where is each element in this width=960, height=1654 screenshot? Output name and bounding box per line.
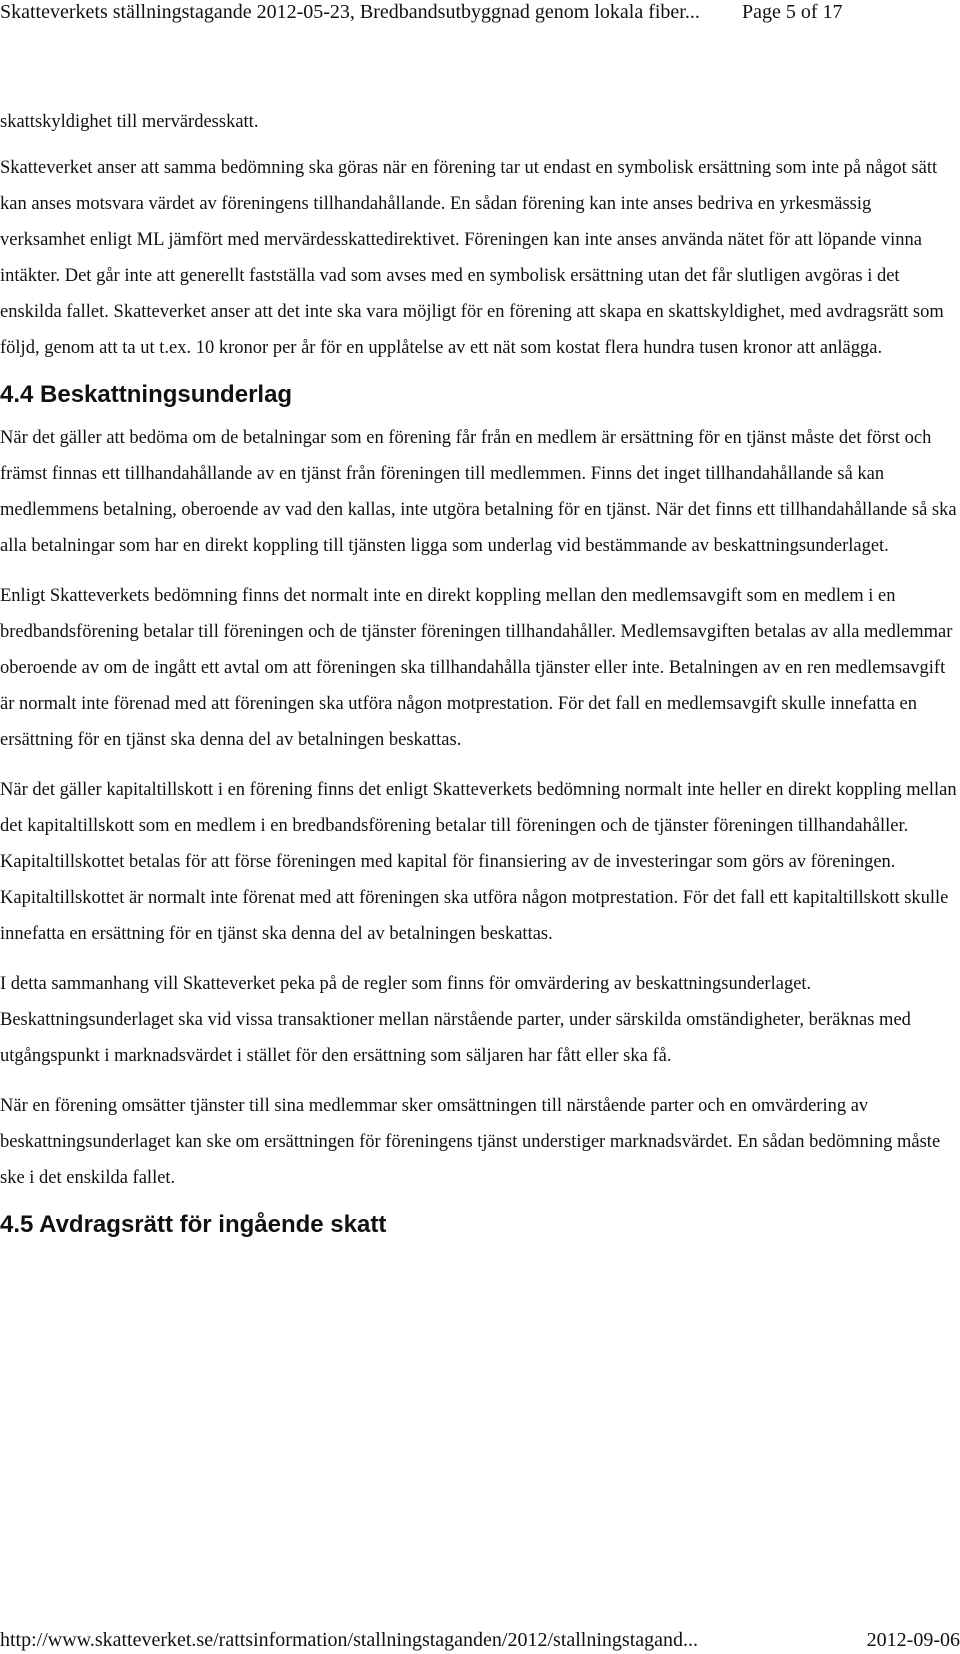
section-heading-4-5: 4.5 Avdragsrätt för ingående skatt [0, 1211, 387, 1238]
source-url: http://www.skatteverket.se/rattsinformation/stallningstaganden/2012/stallningstagand... [0, 1629, 699, 1651]
paragraph: Enligt Skatteverkets bedömning finns det normalt inte en direkt koppling mellan den medlemsavgift som en medlem i en bredbandsförening betalar till föreningen och de tjänster föreningen tillhandahåller. Medlemsavgiften betalas av alla medlemmar oberoende av om de ingått ett avtal om att föreningen ska tillhandahålla tjänster eller inte. Betalningen av en ren medlemsavgift är normalt inte förenad med att föreningen ska utföra någon motprestation. För det fall en medlemsavgift skulle innefatta en ersättning för en tjänst ska denna del av betalningen beskattas. [0, 586, 953, 750]
paragraph: När en förening omsätter tjänster till sina medlemmar sker omsättningen till närstående parter och en omvärdering av beskattningsunderlaget kan ske om ersättningen för föreningens tjänst understiger marknadsvärdet. En sådan bedömning måste ske i det enskilda fallet. [0, 1096, 941, 1188]
paragraph: I detta sammanhang vill Skatteverket peka på de regler som finns för omvärdering av beskattningsunderlaget. Beskattningsunderlaget ska vid vissa transaktioner mellan närstående parter, under särskilda omständigheter, beräknas med utgångspunkt i marknadsvärdet i stället för den ersättning som säljaren har fått eller ska få. [0, 974, 911, 1066]
page-footer [0, 1628, 960, 1654]
page-number: Page 5 of 17 [742, 1, 843, 23]
paragraph: Skatteverket anser att samma bedömning ska göras när en förening tar ut endast en symbolisk ersättning som inte på något sätt kan anses motsvara värdet av föreningens tillhandahållande. En sådan förening kan inte anses bedriva en yrkesmässig verksamhet enligt ML jämfört med mervärdesskattedirektivet. Föreningen kan inte anses använda nätet för att löpande vinna intäkter. Det går inte att generellt fastställa vad som avses med en symbolisk ersättning utan det får slutligen avgöras i det enskilda fallet. Skatteverket anser att det inte ska vara möjligt för en förening att skapa en skattskyldighet, med avdragsrätt som följd, genom att ta ut t.ex. 10 kronor per år för en upplåtelse av ett nät som kostat flera hundra tusen kronor att anlägga. [0, 158, 944, 358]
paragraph: skattskyldighet till mervärdesskatt. [0, 112, 259, 132]
section-heading-4-4: 4.4 Beskattningsunderlag [0, 381, 293, 408]
document-body [0, 104, 960, 1240]
print-date: 2012-09-06 [866, 1629, 960, 1651]
paragraph: När det gäller kapitaltillskott i en förening finns det enligt Skatteverkets bedömning normalt inte heller en direkt koppling mellan det kapitaltillskott som en medlem i en bredbandsförening betalar till föreningen och de tjänster föreningen tillhandahåller. Kapitaltillskottet betalas för att förse föreningen med kapital för finansiering av de investeringar som görs av föreningen. Kapitaltillskottet är normalt inte förenat med att föreningen ska utföra någon motprestation. För det fall ett kapitaltillskott skulle innefatta en ersättning för en tjänst ska denna del av betalningen beskattas. [0, 780, 957, 944]
paragraph: När det gäller att bedöma om de betalningar som en förening får från en medlem är ersättning för en tjänst måste det först och främst finnas ett tillhandahållande av en tjänst från föreningen till medlemmen. Finns det inget tillhandahållande så kan medlemmens betalning, oberoende av vad den kallas, inte utgöra betalning för en tjänst. När det finns ett tillhandahållande så ska alla betalningar som har en direkt koppling till tjänsten ligga som underlag vid bestämmande av beskattningsunderlaget. [0, 428, 957, 556]
document-title: Skatteverkets ställningstagande 2012-05-23, Bredbandsutbyggnad genom lokala fiber... [0, 1, 700, 23]
page-header [0, 0, 960, 30]
